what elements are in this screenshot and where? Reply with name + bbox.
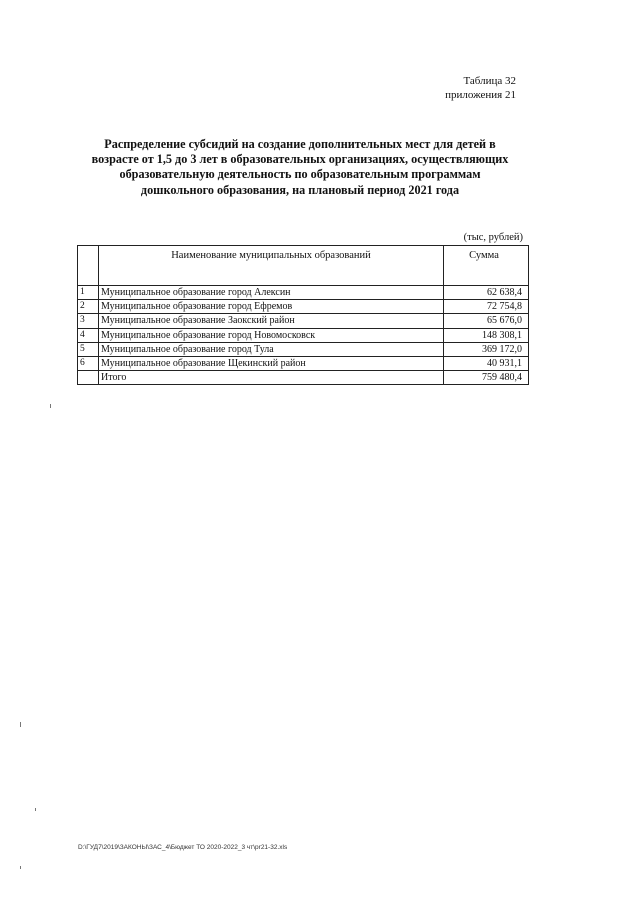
table-row (78, 328, 529, 342)
total-sum: 759 480,4 (444, 371, 529, 385)
header-name-cell: Наименование муниципальных образований (99, 246, 444, 286)
scan-mark (20, 866, 21, 869)
row-sum: 72 754,8 (444, 300, 529, 314)
row-num: 5 (78, 342, 99, 356)
header-num-cell (78, 246, 99, 286)
header-sum-cell: Сумма (444, 246, 529, 286)
total-label: Итого (99, 371, 444, 385)
scan-mark (35, 808, 36, 811)
file-path-footer: D:\ГУД7\2019\ЗАКОНЫ\ЗАС_4\Бюджет ТО 2020-2022_3 чт\pr21-32.xls (78, 844, 288, 851)
row-num: 1 (78, 286, 99, 300)
table-row (78, 356, 529, 370)
title-line-2: возрасте от 1,5 до 3 лет в образовательных организациях, осуществляющих (91, 152, 509, 167)
table-header-row (78, 246, 529, 286)
title-line-1: Распределение субсидий на создание дополнительных мест для детей в (104, 137, 496, 151)
appendix-label: приложения 21 (445, 89, 516, 101)
table-row (78, 286, 529, 300)
title-line-3: образовательную деятельность по образовательным программам (119, 167, 481, 182)
row-num: 6 (78, 356, 99, 370)
row-municipality: Муниципальное образование город Алексин (99, 286, 444, 300)
table-row (78, 314, 529, 328)
row-municipality: Муниципальное образование город Ефремов (99, 300, 444, 314)
row-num: 4 (78, 328, 99, 342)
row-municipality: Муниципальное образование Заокский район (99, 314, 444, 328)
row-sum: 148 308,1 (444, 328, 529, 342)
row-num: 2 (78, 300, 99, 314)
table-row (78, 300, 529, 314)
row-num: 3 (78, 314, 99, 328)
table-total-row (78, 371, 529, 385)
row-municipality: Муниципальное образование город Тула (99, 342, 444, 356)
table-number-label: Таблица 32 (463, 75, 516, 87)
row-sum: 65 676,0 (444, 314, 529, 328)
table-row (78, 342, 529, 356)
subsidy-table (77, 245, 529, 385)
row-sum: 62 638,4 (444, 286, 529, 300)
units-label: (тыс, рублей) (463, 232, 523, 243)
document-title (80, 137, 520, 198)
total-num-cell (78, 371, 99, 385)
row-municipality: Муниципальное образование город Новомосковск (99, 328, 444, 342)
scan-mark (20, 722, 21, 727)
row-sum: 369 172,0 (444, 342, 529, 356)
row-municipality: Муниципальное образование Щекинский район (99, 356, 444, 370)
row-sum: 40 931,1 (444, 356, 529, 370)
scan-mark (50, 404, 51, 408)
title-line-4: дошкольного образования, на плановый период 2021 года (140, 182, 460, 197)
